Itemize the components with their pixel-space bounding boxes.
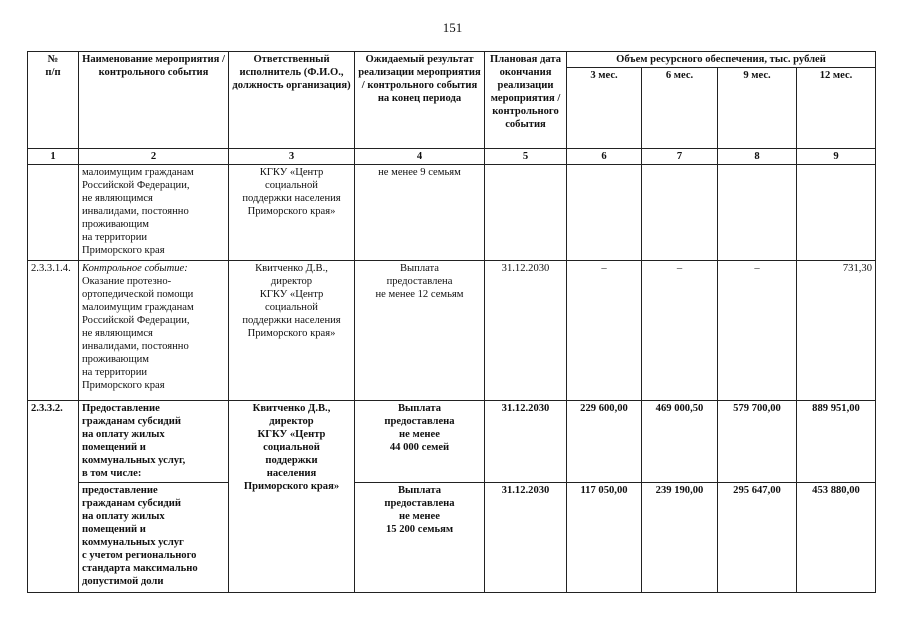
page-number: 151 xyxy=(442,20,463,35)
row-result xyxy=(355,483,485,593)
text-line: директор xyxy=(269,416,314,427)
text-line: Приморского края» xyxy=(247,328,336,339)
text-line: Предоставление xyxy=(82,403,160,414)
text-line: поддержки xyxy=(265,455,318,466)
text-line: Приморского края xyxy=(82,245,165,256)
text-line: не менее 9 семьям xyxy=(378,167,461,178)
row-m6 xyxy=(642,165,718,261)
col-number: 6 xyxy=(567,149,642,165)
row-m6: 239 190,00 xyxy=(642,483,718,593)
row-m3: 117 050,00 xyxy=(567,483,642,593)
row-m9: – xyxy=(718,261,797,401)
text-line: предоставлена xyxy=(384,498,455,509)
control-event-label: Контрольное событие: xyxy=(82,263,188,274)
text-line: допустимой доли xyxy=(82,576,164,587)
text-line: на территории xyxy=(82,367,148,378)
text-line: предоставление xyxy=(82,485,158,496)
col-number: 2 xyxy=(79,149,229,165)
header-6-months: 6 мес. xyxy=(642,68,718,149)
text-line: Приморского края» xyxy=(243,481,340,492)
row-number: 2.3.3.2. xyxy=(28,401,79,593)
col-number: 4 xyxy=(355,149,485,165)
text-line: Выплата xyxy=(397,403,442,414)
row-name xyxy=(79,165,229,261)
row-m9: 295 647,00 xyxy=(718,483,797,593)
row-responsible xyxy=(229,165,355,261)
row-name xyxy=(79,401,229,483)
text-line: поддержки населения xyxy=(242,193,341,204)
text-line: стандарта максимально xyxy=(82,563,198,574)
col-number: 5 xyxy=(485,149,567,165)
row-name xyxy=(79,483,229,593)
text-line: малоимущим гражданам xyxy=(82,302,194,313)
text-line: гражданам субсидий xyxy=(82,416,181,427)
text-line: на оплату жилых xyxy=(82,511,165,522)
text-line: Оказание протезно- xyxy=(82,276,172,287)
text-line: 44 000 семей xyxy=(389,442,450,453)
header-responsible: Ответственный исполнитель (Ф.И.О., должность организация) xyxy=(229,52,355,149)
text-line: КГКУ «Центр xyxy=(259,167,324,178)
row-result xyxy=(355,165,485,261)
row-result xyxy=(355,261,485,401)
row-m6: 469 000,50 xyxy=(642,401,718,483)
col-number: 8 xyxy=(718,149,797,165)
text-line: с учетом регионального xyxy=(82,550,197,561)
text-line: Выплата xyxy=(397,485,442,496)
row-date: 31.12.2030 xyxy=(485,401,567,483)
table-row xyxy=(28,401,876,483)
text-line: не являющимся xyxy=(82,328,153,339)
header-resources: Объем ресурсного обеспечения, тыс. рублей xyxy=(567,52,876,68)
row-m3: 229 600,00 xyxy=(567,401,642,483)
row-m12 xyxy=(797,165,876,261)
header-result: Ожидаемый результат реализации мероприятия / контрольного события на конец периода xyxy=(355,52,485,149)
row-m9: 579 700,00 xyxy=(718,401,797,483)
text-line: на территории xyxy=(82,232,148,243)
text-line: населения xyxy=(266,468,317,479)
header-no: № п/п xyxy=(28,52,79,149)
text-line: Приморского края» xyxy=(247,206,336,217)
text-line: инвалидами, постоянно xyxy=(82,341,189,352)
text-line: Квитченко Д.В., xyxy=(252,403,331,414)
row-m12: 889 951,00 xyxy=(797,401,876,483)
text-line: социальной xyxy=(263,442,320,453)
header-3-months: 3 мес. xyxy=(567,68,642,149)
row-result xyxy=(355,401,485,483)
text-line: гражданам субсидий xyxy=(82,498,181,509)
row-name-text xyxy=(82,275,225,392)
text-line: Российской Федерации, xyxy=(82,315,190,326)
text-line: проживающим xyxy=(82,219,149,230)
text-line: инвалидами, постоянно xyxy=(82,206,189,217)
col-number: 1 xyxy=(28,149,79,165)
table-row xyxy=(28,165,876,261)
text-line: КГКУ «Центр xyxy=(257,429,326,440)
text-line: помещений и xyxy=(82,442,146,453)
column-number-row xyxy=(28,149,876,165)
row-date xyxy=(485,165,567,261)
text-line: КГКУ «Центр xyxy=(259,289,324,300)
col-number: 7 xyxy=(642,149,718,165)
text-line: не менее xyxy=(399,429,440,440)
text-line: проживающим xyxy=(82,354,149,365)
header-12-months: 12 мес. xyxy=(797,68,876,149)
row-date: 31.12.2030 xyxy=(485,261,567,401)
table-row xyxy=(28,483,876,593)
text-line: социальной xyxy=(265,180,318,191)
text-line: ортопедической помощи xyxy=(82,289,194,300)
text-line: Выплата xyxy=(399,263,440,274)
text-line: 15 200 семьям xyxy=(385,524,454,535)
row-m9 xyxy=(718,165,797,261)
row-date: 31.12.2030 xyxy=(485,483,567,593)
row-m6: – xyxy=(642,261,718,401)
text-line: не менее xyxy=(399,511,440,522)
resource-table xyxy=(27,51,876,593)
text-line: помещений и xyxy=(82,524,146,535)
row-responsible xyxy=(229,401,355,593)
text-line: Российской Федерации, xyxy=(82,180,190,191)
text-line: малоимущим гражданам xyxy=(82,167,194,178)
col-number: 9 xyxy=(797,149,876,165)
row-m3: – xyxy=(567,261,642,401)
col-number: 3 xyxy=(229,149,355,165)
row-m12: 453 880,00 xyxy=(797,483,876,593)
text-line: Квитченко Д.В., xyxy=(255,263,328,274)
text-line: поддержки населения xyxy=(242,315,341,326)
text-line: не являющимся xyxy=(82,193,153,204)
row-m12: 731,30 xyxy=(797,261,876,401)
row-responsible xyxy=(229,261,355,401)
text-line: коммунальных услуг xyxy=(82,537,184,548)
text-line: коммунальных услуг, xyxy=(82,455,186,466)
table-row xyxy=(28,261,876,401)
text-line: в том числе: xyxy=(82,468,142,479)
text-line: не менее 12 семьям xyxy=(375,289,464,300)
header-9-months: 9 мес. xyxy=(718,68,797,149)
text-line: предоставлена xyxy=(384,416,455,427)
row-number: 2.3.3.1.4. xyxy=(28,261,79,401)
row-name xyxy=(79,261,229,401)
text-line: Приморского края xyxy=(82,380,165,391)
row-number xyxy=(28,165,79,261)
text-line: на оплату жилых xyxy=(82,429,165,440)
text-line: директор xyxy=(270,276,313,287)
text-line: предоставлена xyxy=(386,276,453,287)
header-name: Наименование мероприятия / контрольного события xyxy=(79,52,229,149)
row-m3 xyxy=(567,165,642,261)
header-date: Плановая дата окончания реализации мероприятия / контрольного события xyxy=(485,52,567,149)
text-line: социальной xyxy=(265,302,318,313)
